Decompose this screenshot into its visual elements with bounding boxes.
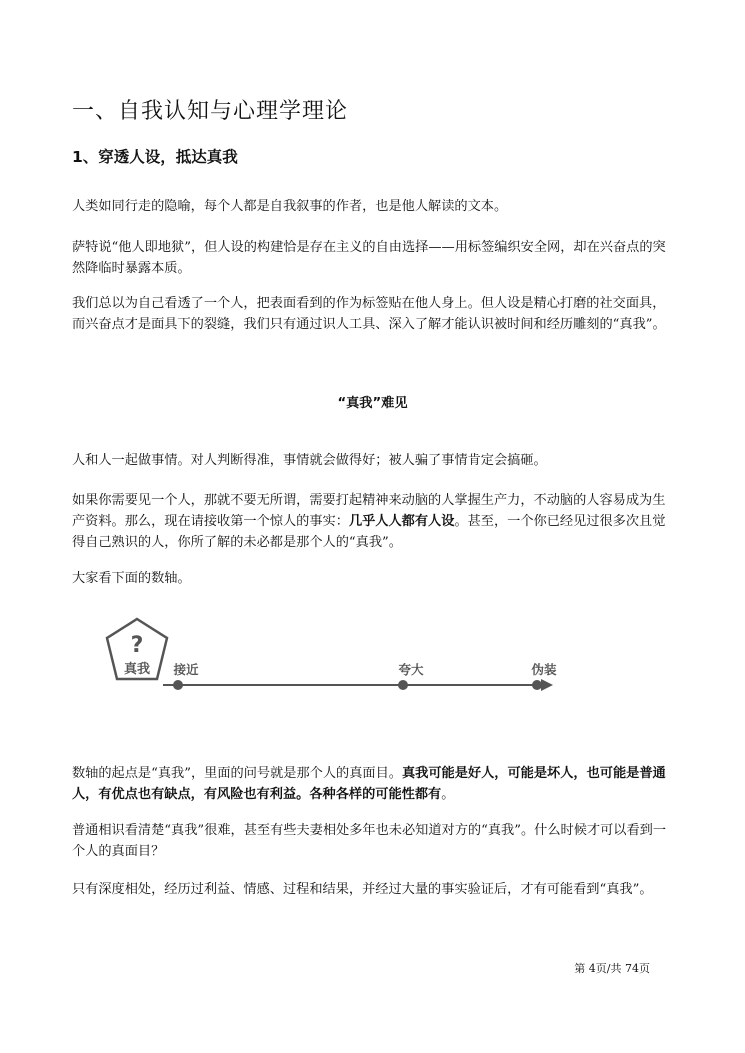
paragraph-3: 我们总以为自己看透了一个人，把表面看到的作为标签贴在他人身上。但人设是精心打磨的社交面具，而兴奋点才是面具下的裂缝，我们只有通过识人工具、深入了解才能认识被时间和经历雕刻的“真我”。 (72, 296, 666, 332)
paragraph-6: 大家看下面的数轴。 (72, 571, 191, 586)
section-title: “真我”难见 (337, 396, 408, 411)
point-approach (173, 680, 183, 690)
paragraph-5-emphasis: 几乎人人都有人设 (348, 514, 455, 529)
question-mark-icon: ? (130, 633, 144, 658)
section-heading: 一、自我认知与心理学理论 (72, 99, 349, 124)
page-number: 第 4页/共 74页 (574, 962, 650, 975)
point-label-disguise: 伪装 (531, 662, 557, 677)
point-label-approach: 接近 (173, 662, 199, 677)
paragraph-5-text-a: 如果你需要见一个人，那就不要无所谓，需要打起精神来动脑的人掌握生产力，不动脑的人容易成为生产资料。那么，现在请接收第一个惊人的事实： (72, 493, 666, 529)
axis-arrow-icon (541, 679, 553, 691)
number-axis-diagram (95, 610, 575, 710)
paragraph-7 (72, 763, 672, 805)
paragraph-1: 人类如同行走的隐喻，每个人都是自我叙事的作者，也是他人解读的文本。 (72, 199, 508, 214)
paragraph-5-text-c: 。甚至，一个你已经见过很多次且觉得自己熟识的人，你所了解的未必都是那个人的“真我”。 (72, 514, 666, 550)
paragraph-2: 萨特说“他人即地狱”，但人设的构建恰是存在主义的自由选择——用标签编织安全网，却在兴奋点的突然降临时暴露本质。 (72, 240, 666, 276)
origin-label: 真我 (123, 662, 151, 677)
point-label-exaggerate: 夸大 (398, 662, 424, 677)
paragraph-7-text-a: 数轴的起点是“真我”，里面的问号就是那个人的真面目。 (72, 766, 402, 781)
paragraph-5 (72, 490, 672, 553)
point-exaggerate (398, 680, 408, 690)
paragraph-9: 只有深度相处，经历过利益、情感、过程和结果，并经过大量的事实验证后，才有可能看到“真我”。 (72, 882, 653, 897)
paragraph-8: 普通相识看清楚“真我”很难，甚至有些夫妻相处多年也未必知道对方的“真我”。什么时候才可以看到一个人的真面目？ (72, 823, 667, 859)
paragraph-7-emphasis: 真我可能是好人，可能是坏人，也可能是普通人，有优点也有缺点，有风险也有利益。各种各样的可能性都有 (72, 766, 666, 802)
point-disguise (532, 680, 542, 690)
paragraph-4: 人和人一起做事情。对人判断得准，事情就会做得好；被人骗了事情肯定会搞砸。 (72, 453, 547, 468)
paragraph-7-text-c: 。 (441, 787, 455, 802)
subsection-heading: 1、穿透人设，抵达真我 (72, 148, 238, 166)
